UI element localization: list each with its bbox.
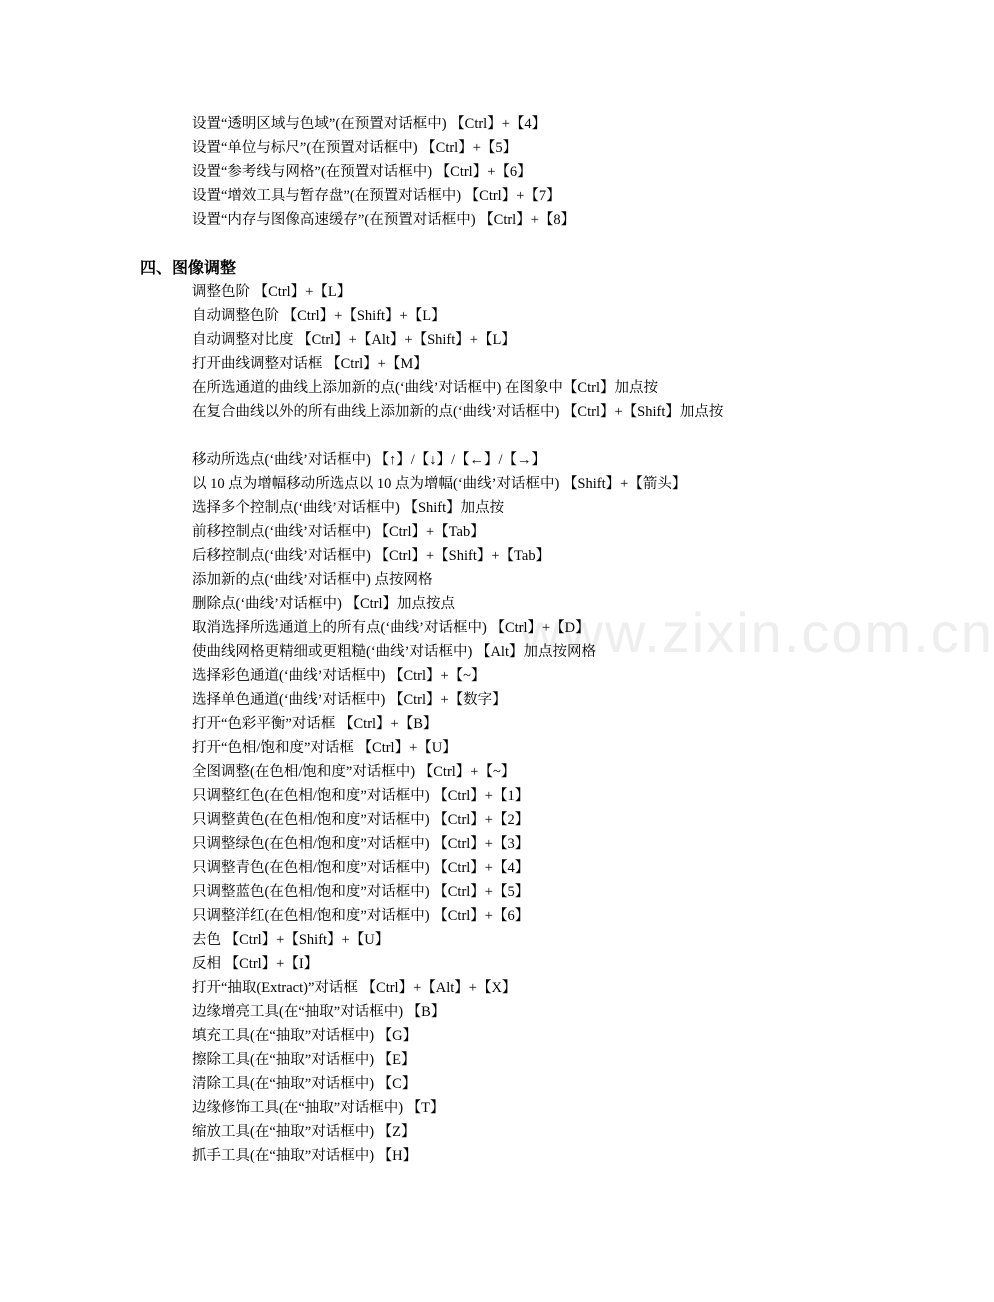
shortcut-line: 选择彩色通道(‘曲线’对话框中) 【Ctrl】+【~】 <box>192 668 486 684</box>
shortcut-line: 添加新的点(‘曲线’对话框中) 点按网格 <box>192 572 433 588</box>
shortcut-line: 填充工具(在“抽取”对话框中) 【G】 <box>192 1028 418 1044</box>
shortcut-line: 打开曲线调整对话框 【Ctrl】+【M】 <box>192 356 428 372</box>
shortcut-line: 以 10 点为增幅移动所选点以 10 点为增幅(‘曲线’对话框中) 【Shift】+【箭头】 <box>192 476 687 492</box>
shortcut-line: 设置“内存与图像高速缓存”(在预置对话框中) 【Ctrl】+【8】 <box>192 212 576 228</box>
shortcut-line: 选择多个控制点(‘曲线’对话框中) 【Shift】加点按 <box>192 500 505 516</box>
shortcut-line: 只调整蓝色(在色相/饱和度”对话框中) 【Ctrl】+【5】 <box>192 884 530 900</box>
shortcut-line: 打开“色彩平衡”对话框 【Ctrl】+【B】 <box>192 716 438 732</box>
shortcut-line: 自动调整色阶 【Ctrl】+【Shift】+【L】 <box>192 308 446 324</box>
shortcut-line: 设置“透明区域与色域”(在预置对话框中) 【Ctrl】+【4】 <box>192 116 547 132</box>
shortcut-line-wrapped: 在复合曲线以外的所有曲线上添加新的点(‘曲线’对话框中) 【Ctrl】+【Shift】加点按 <box>192 404 724 420</box>
shortcut-line: 擦除工具(在“抽取”对话框中) 【E】 <box>192 1052 416 1068</box>
shortcut-line: 只调整青色(在色相/饱和度”对话框中) 【Ctrl】+【4】 <box>192 860 530 876</box>
shortcut-line: 使曲线网格更精细或更粗糙(‘曲线’对话框中) 【Alt】加点按网格 <box>192 644 596 660</box>
shortcut-line: 反相 【Ctrl】+【I】 <box>192 956 319 972</box>
shortcut-line: 选择单色通道(‘曲线’对话框中) 【Ctrl】+【数字】 <box>192 692 507 708</box>
shortcut-line: 删除点(‘曲线’对话框中) 【Ctrl】加点按点 <box>192 596 455 612</box>
shortcut-line: 打开“色相/饱和度”对话框 【Ctrl】+【U】 <box>192 740 457 756</box>
section-heading: 四、图像调整 <box>140 260 237 277</box>
shortcut-line: 边缘增亮工具(在“抽取”对话框中) 【B】 <box>192 1004 446 1020</box>
shortcut-line: 只调整黄色(在色相/饱和度”对话框中) 【Ctrl】+【2】 <box>192 812 530 828</box>
shortcut-line: 清除工具(在“抽取”对话框中) 【C】 <box>192 1076 417 1092</box>
shortcut-line: 打开“抽取(Extract)”对话框 【Ctrl】+【Alt】+【X】 <box>192 980 517 996</box>
shortcut-line: 自动调整对比度 【Ctrl】+【Alt】+【Shift】+【L】 <box>192 332 516 348</box>
shortcut-line: 缩放工具(在“抽取”对话框中) 【Z】 <box>192 1124 416 1140</box>
shortcut-line: 移动所选点(‘曲线’对话框中) 【↑】/【↓】/【←】/【→】 <box>192 452 547 468</box>
shortcut-line: 在所选通道的曲线上添加新的点(‘曲线’对话框中) 在图象中【Ctrl】加点按 <box>192 380 658 396</box>
shortcut-line: 抓手工具(在“抽取”对话框中) 【H】 <box>192 1148 418 1164</box>
shortcut-line: 后移控制点(‘曲线’对话框中) 【Ctrl】+【Shift】+【Tab】 <box>192 548 551 564</box>
shortcut-line: 前移控制点(‘曲线’对话框中) 【Ctrl】+【Tab】 <box>192 524 485 540</box>
shortcut-line: 设置“增效工具与暂存盘”(在预置对话框中) 【Ctrl】+【7】 <box>192 188 561 204</box>
shortcut-line: 设置“参考线与网格”(在预置对话框中) 【Ctrl】+【6】 <box>192 164 532 180</box>
shortcut-line: 设置“单位与标尺”(在预置对话框中) 【Ctrl】+【5】 <box>192 140 518 156</box>
shortcut-line: 去色 【Ctrl】+【Shift】+【U】 <box>192 932 390 948</box>
shortcut-line: 只调整红色(在色相/饱和度”对话框中) 【Ctrl】+【1】 <box>192 788 530 804</box>
shortcut-line: 调整色阶 【Ctrl】+【L】 <box>192 284 352 300</box>
watermark: www.zixin.com.cn <box>520 601 994 664</box>
shortcut-line: 全图调整(在色相/饱和度”对话框中) 【Ctrl】+【~】 <box>192 764 516 780</box>
shortcut-line: 取消选择所选通道上的所有点(‘曲线’对话框中) 【Ctrl】+【D】 <box>192 620 590 636</box>
shortcut-line: 边缘修饰工具(在“抽取”对话框中) 【T】 <box>192 1100 445 1116</box>
shortcut-line: 只调整绿色(在色相/饱和度”对话框中) 【Ctrl】+【3】 <box>192 836 530 852</box>
shortcut-line: 只调整洋红(在色相/饱和度”对话框中) 【Ctrl】+【6】 <box>192 908 530 924</box>
